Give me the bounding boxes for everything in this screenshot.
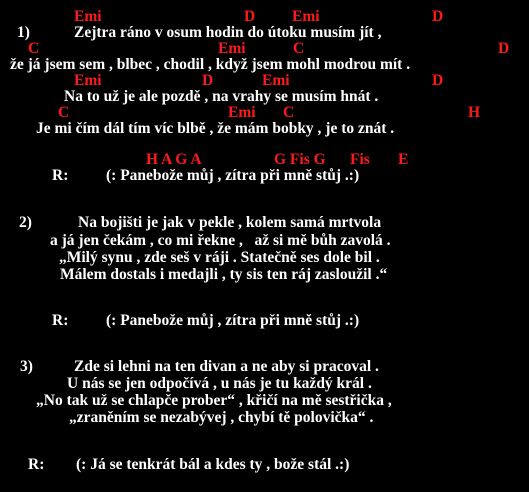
lyric-line: Zde si lehni na ten divan a ne aby si pracoval .: [74, 358, 379, 375]
lyric-line: Zejtra ráno v osum hodin do útoku musím jít ,: [74, 24, 382, 41]
lyric-line: a já jen čekám , co mi řekne , až si mě bůh zavolá .: [50, 232, 391, 249]
lyric-line: Na bojišti je jak v pekle , kolem samá mrtvola: [78, 214, 382, 231]
refrain-label: R:: [28, 456, 45, 473]
chord: C: [283, 104, 295, 121]
chord: Fis: [350, 151, 370, 168]
verse-number: 3): [20, 358, 33, 375]
verse-number: 1): [17, 24, 30, 41]
lyric-line: že já jsem sem , blbec , chodil , když jsem mohl modrou mít .: [10, 56, 411, 73]
chord: C: [293, 40, 305, 57]
lyric-line: U nás se jen odpočívá , u nás je tu každý král .: [67, 375, 372, 392]
chord: D: [432, 8, 444, 25]
chord: D: [244, 8, 256, 25]
chord: Emi: [292, 8, 320, 25]
chord: C: [28, 40, 40, 57]
chord: H A G A: [146, 151, 202, 168]
chord: H: [468, 104, 481, 121]
lyric-line: „Milý synu , zde seš v ráji . Statečně ses dole bil .: [59, 249, 380, 266]
lyric-line: „zraněním se nezabývej , chybí tě polovička“ .: [69, 409, 374, 426]
chord: E: [398, 151, 409, 168]
refrain-line: (: Panebože můj , zítra při mně stůj .:): [106, 167, 360, 184]
refrain-line: (: Já se tenkrát bál a kdes ty , bože stál .:): [76, 456, 350, 473]
chord: Emi: [74, 8, 102, 25]
chord: Emi: [262, 72, 290, 89]
lyric-line: Málem dostals i medajli , ty sis ten ráj zasloužil .“: [60, 266, 388, 283]
chord: Emi: [228, 104, 256, 121]
chord: Emi: [218, 40, 246, 57]
verse-number: 2): [19, 214, 32, 231]
lyric-line: Na to už je ale pozdě , na vrahy se musím hnát .: [64, 88, 379, 105]
chord: Emi: [74, 72, 102, 89]
chord: D: [498, 40, 510, 57]
chord: D: [432, 72, 444, 89]
lyric-line: Je mi čím dál tím víc blbě , že mám bobky , je to znát .: [36, 120, 395, 137]
refrain-line: (: Panebože můj , zítra při mně stůj .:): [106, 312, 360, 329]
chord: G Fis G: [274, 151, 326, 168]
lyric-line: „No tak už se chlapče prober“ , křičí na mě sestřička ,: [36, 392, 392, 409]
refrain-label: R:: [52, 312, 69, 329]
refrain-label: R:: [52, 167, 69, 184]
chord: D: [202, 72, 214, 89]
chord: C: [58, 104, 70, 121]
